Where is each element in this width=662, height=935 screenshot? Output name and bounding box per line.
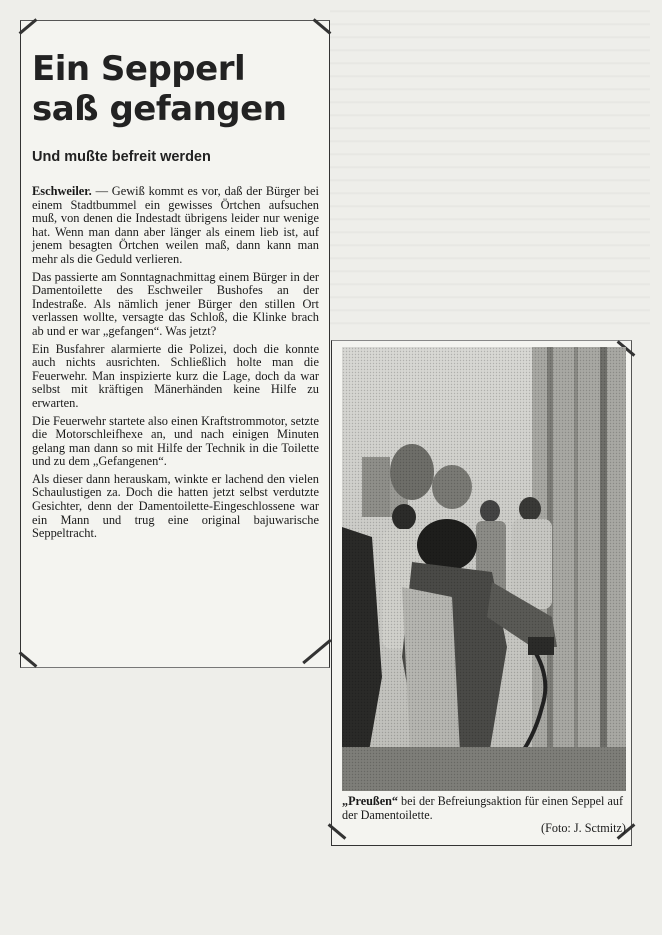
news-photo — [342, 347, 626, 791]
photo-caption — [342, 795, 626, 836]
paragraph-text: — Gewiß kommt es vor, daß der Bürger bei einem Stadtbummel ein gewisses Örtchen aufsuchen muß, von denen die Indestadt übrigens leider nur wenige hat. Wenn man dann aber länger als einem lieb ist, auf jenem besagten Örtchen weilen maß, dann kann man mehr als die Geduld verlieren. — [32, 184, 319, 266]
article-paragraph: Ein Busfahrer alarmierte die Polizei, doch die konnte auch nichts ausrichten. Schließlich holte man die Feuerwehr. Man inspizierte kurz die Lage, doch da war selbst mit kräftigen Mänerhänden keine Hilfe zu erwarten. — [32, 341, 319, 410]
article-subheadline: Und mußte befreit werden — [32, 149, 211, 165]
news-photo-illustration — [342, 347, 626, 791]
photo-clipping — [331, 340, 632, 846]
article-clipping — [20, 20, 330, 668]
article-paragraph: Das passierte am Sonntagnachmittag einem Bürger in der Damentoilette des Eschweiler Bushofes an der Indestraße. Als nämlich jener Bürger den stillen Ort verlassen wollte, versagte das Schloß, die Klinke brach ab und er war „gefangen“. Was jetzt? — [32, 269, 319, 338]
article-dateline: Eschweiler. — [32, 184, 92, 198]
article-paragraph: Die Feuerwehr startete also einen Kraftstrommotor, setzte die Motorschleifhexe an, und nach einigen Minuten gelang man dann so mit Hilfe der Technik in die Toilette und zu dem „Gefangenen“. — [32, 413, 319, 469]
clip-corner-mark — [302, 639, 332, 664]
article-paragraph — [32, 185, 319, 267]
reverse-side-show-through — [330, 0, 650, 330]
headline-line-1: Ein Sepperl — [32, 49, 246, 89]
caption-text: bei der Befreiungsaktion für einen Seppel auf der Damentoilette. — [342, 794, 624, 822]
photo-credit: (Foto: J. Sctmitz) — [541, 821, 626, 835]
article-paragraph: Als dieser dann herauskam, winkte er lachend den vielen Schaulustigen za. Doch die hatten jetzt selbst verdutzte Gesichter, denn der Damentoilette-Eingeschlossene war ein Mann und trug eine original bajuwarische Seppeltracht. — [32, 471, 319, 541]
clip-corner-mark — [19, 18, 38, 34]
clip-corner-mark — [19, 651, 38, 667]
clip-corner-mark — [313, 18, 332, 34]
caption-lead: „Preußen“ — [342, 794, 398, 808]
article-headline — [32, 49, 319, 129]
headline-line-2: saß gefangen — [32, 89, 287, 129]
